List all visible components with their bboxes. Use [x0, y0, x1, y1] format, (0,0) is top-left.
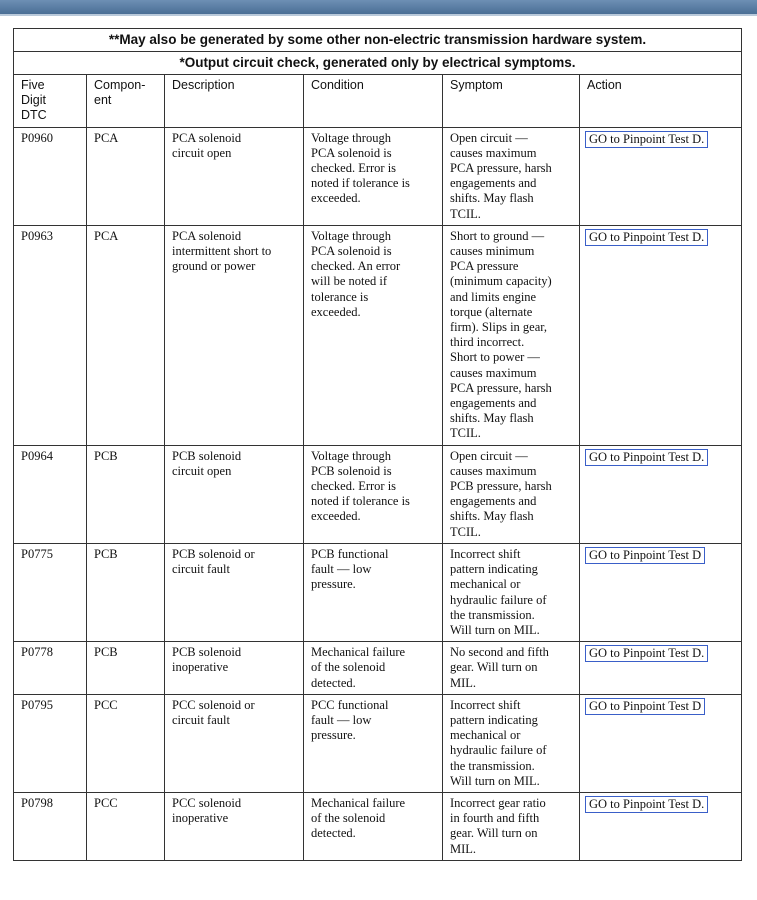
- description-cell: PCB solenoid inoperative: [165, 642, 304, 695]
- condition-cell: Mechanical failure of the solenoid detected.: [304, 792, 443, 860]
- action-cell: [580, 792, 742, 860]
- component-cell: PCA: [87, 225, 165, 445]
- description-cell: PCB solenoid circuit open: [165, 445, 304, 543]
- pinpoint-test-link[interactable]: GO to Pinpoint Test D.: [585, 645, 708, 662]
- component-cell: PCB: [87, 642, 165, 695]
- condition-cell: PCC functional fault — low pressure.: [304, 694, 443, 792]
- description-cell: PCA solenoid intermittent short to ground or power: [165, 225, 304, 445]
- dtc-code: P0964: [14, 445, 87, 543]
- pinpoint-test-link[interactable]: GO to Pinpoint Test D.: [585, 131, 708, 148]
- header-symptom: Symptom: [443, 75, 580, 128]
- table-header-row: [14, 75, 742, 128]
- dtc-code: P0798: [14, 792, 87, 860]
- component-cell: PCB: [87, 445, 165, 543]
- symptom-cell: Short to ground — causes minimum PCA pressure (minimum capacity) and limits engine torque (alternate firm). Slips in gear, third incorrect. Short to power — causes maximum PCA pressure, harsh engagements and shifts. May flash TCIL.: [443, 225, 580, 445]
- description-cell: PCC solenoid or circuit fault: [165, 694, 304, 792]
- symptom-cell: Incorrect gear ratio in fourth and fifth gear. Will turn on MIL.: [443, 792, 580, 860]
- action-cell: [580, 445, 742, 543]
- description-cell: PCB solenoid or circuit fault: [165, 543, 304, 641]
- description-cell: PCA solenoid circuit open: [165, 127, 304, 225]
- symptom-cell: No second and fifth gear. Will turn on MIL.: [443, 642, 580, 695]
- symptom-cell: Open circuit — causes maximum PCA pressure, harsh engagements and shifts. May flash TCIL.: [443, 127, 580, 225]
- dtc-table: [13, 28, 742, 861]
- header-condition: Condition: [304, 75, 443, 128]
- action-cell: [580, 642, 742, 695]
- condition-cell: Voltage through PCA solenoid is checked. An error will be noted if tolerance is exceeded.: [304, 225, 443, 445]
- pinpoint-test-link[interactable]: GO to Pinpoint Test D: [585, 547, 705, 564]
- table-row: [14, 792, 742, 860]
- window-top-bar: [0, 0, 757, 14]
- table-row: [14, 543, 742, 641]
- component-cell: PCC: [87, 792, 165, 860]
- header-dtc: Five Digit DTC: [14, 75, 87, 128]
- table-note-2: *Output circuit check, generated only by electrical symptoms.: [14, 52, 742, 75]
- header-action: Action: [580, 75, 742, 128]
- action-cell: [580, 225, 742, 445]
- table-row: [14, 642, 742, 695]
- table-row: [14, 127, 742, 225]
- action-cell: [580, 543, 742, 641]
- top-bar-divider: [0, 14, 757, 16]
- dtc-code: P0795: [14, 694, 87, 792]
- dtc-code: P0960: [14, 127, 87, 225]
- condition-cell: PCB functional fault — low pressure.: [304, 543, 443, 641]
- symptom-cell: Open circuit — causes maximum PCB pressure, harsh engagements and shifts. May flash TCIL.: [443, 445, 580, 543]
- pinpoint-test-link[interactable]: GO to Pinpoint Test D.: [585, 229, 708, 246]
- table-row: [14, 445, 742, 543]
- action-cell: [580, 694, 742, 792]
- pinpoint-test-link[interactable]: GO to Pinpoint Test D.: [585, 449, 708, 466]
- header-component: Compon- ent: [87, 75, 165, 128]
- condition-cell: Voltage through PCA solenoid is checked. Error is noted if tolerance is exceeded.: [304, 127, 443, 225]
- table-note-1: **May also be generated by some other non-electric transmission hardware system.: [14, 29, 742, 52]
- table-row: [14, 225, 742, 445]
- component-cell: PCB: [87, 543, 165, 641]
- description-cell: PCC solenoid inoperative: [165, 792, 304, 860]
- table-row: [14, 694, 742, 792]
- action-cell: [580, 127, 742, 225]
- dtc-code: P0963: [14, 225, 87, 445]
- condition-cell: Voltage through PCB solenoid is checked. Error is noted if tolerance is exceeded.: [304, 445, 443, 543]
- dtc-code: P0778: [14, 642, 87, 695]
- pinpoint-test-link[interactable]: GO to Pinpoint Test D.: [585, 796, 708, 813]
- pinpoint-test-link[interactable]: GO to Pinpoint Test D: [585, 698, 705, 715]
- component-cell: PCC: [87, 694, 165, 792]
- component-cell: PCA: [87, 127, 165, 225]
- symptom-cell: Incorrect shift pattern indicating mechanical or hydraulic failure of the transmission. Will turn on MIL.: [443, 543, 580, 641]
- symptom-cell: Incorrect shift pattern indicating mechanical or hydraulic failure of the transmission. Will turn on MIL.: [443, 694, 580, 792]
- header-description: Description: [165, 75, 304, 128]
- condition-cell: Mechanical failure of the solenoid detected.: [304, 642, 443, 695]
- dtc-code: P0775: [14, 543, 87, 641]
